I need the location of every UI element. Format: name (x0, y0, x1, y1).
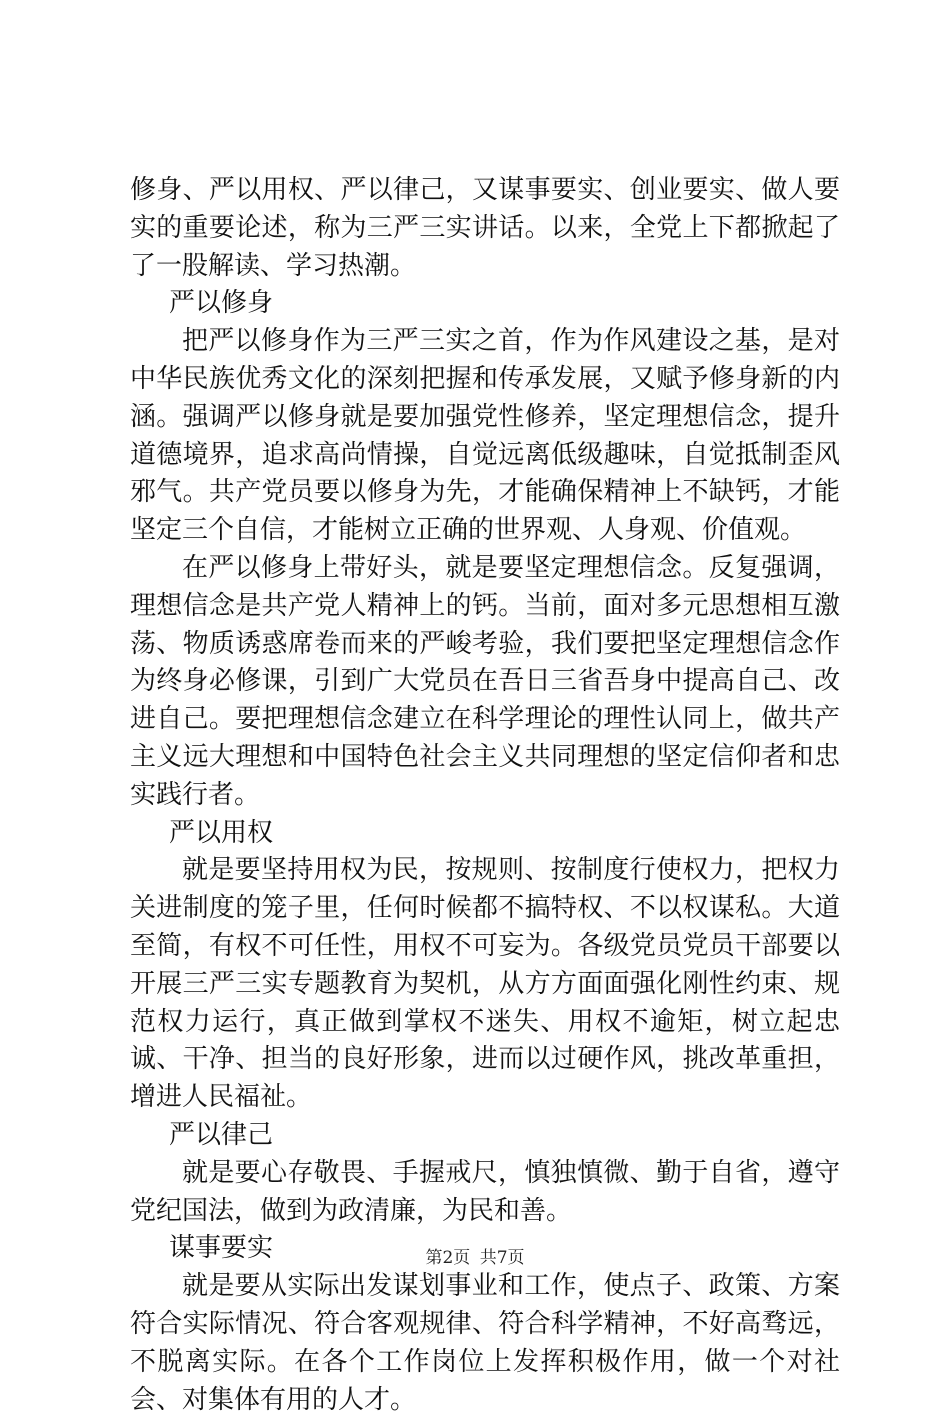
section-heading-yan-yi-lv-ji: 严以律己 (169, 1119, 274, 1150)
section-heading-yan-yi-xiu-shen: 严以修身 (169, 288, 274, 319)
section-heading-mou-shi-yao-shi: 谋事要实 (169, 1233, 274, 1264)
section-heading-yan-yi-yong-quan: 严以用权 (169, 817, 274, 848)
body-paragraph: 就是要心存敬畏、手握戒尺，慎独慎微、勤于自省，遵守党纪国法，做到为政清廉，为民和善。 (130, 1157, 840, 1226)
body-paragraph: 把严以修身作为三严三实之首，作为作风建设之基，是对中华民族优秀文化的深刻把握和传承发展，又赋予修身新的内涵。强调严以修身就是要加强党性修养，坚定理想信念，提升道德境界，追求高尚情操，自觉远离低级趣味，自觉抵制歪风邪气。共产党员要以修身为先，才能确保精神上不缺钙，才能坚定三个自信，才能树立正确的世界观、人身观、价值观。 (130, 326, 840, 546)
body-paragraph: 就是要坚持用权为民，按规则、按制度行使权力，把权力关进制度的笼子里，任何时候都不搞特权、不以权谋私。大道至简，有权不可任性，用权不可妄为。各级党员党员干部要以开展三严三实专题教育为契机，从方方面面强化刚性约束、规范权力运行，真正做到掌权不迷失、用权不逾矩，树立起忠诚、干净、担当的良好形象，进而以过硬作风，挑改革重担，增进人民福祉。 (130, 855, 840, 1113)
page-number: 第2页 (425, 1248, 471, 1268)
body-paragraph: 就是要从实际出发谋划事业和工作，使点子、政策、方案符合实际情况、符合客观规律、符合科学精神，不好高骛远，不脱离实际。在各个工作岗位上发挥积极作用，做一个对社会、对集体有用的人才。 (130, 1271, 840, 1415)
page-total: 共7页 (479, 1248, 525, 1268)
page-footer (0, 1243, 950, 1268)
body-paragraph: 在严以修身上带好头，就是要坚定理想信念。反复强调，理想信念是共产党人精神上的钙。当前，面对多元思想相互激荡、物质诱惑席卷而来的严峻考验，我们要把坚定理想信念作为终身必修课，引到广大党员在吾日三省吾身中提高自己、改进自己。要把理想信念建立在科学理论的理性认同上，做共产主义远大理想和中国特色社会主义共同理想的坚定信仰者和忠实践行者。 (130, 552, 840, 810)
document-body (130, 172, 840, 1419)
body-paragraph: 修身、严以用权、严以律己，又谋事要实、创业要实、做人要实的重要论述，称为三严三实讲话。以来，全党上下都掀起了了一股解读、学习热潮。 (130, 175, 840, 281)
